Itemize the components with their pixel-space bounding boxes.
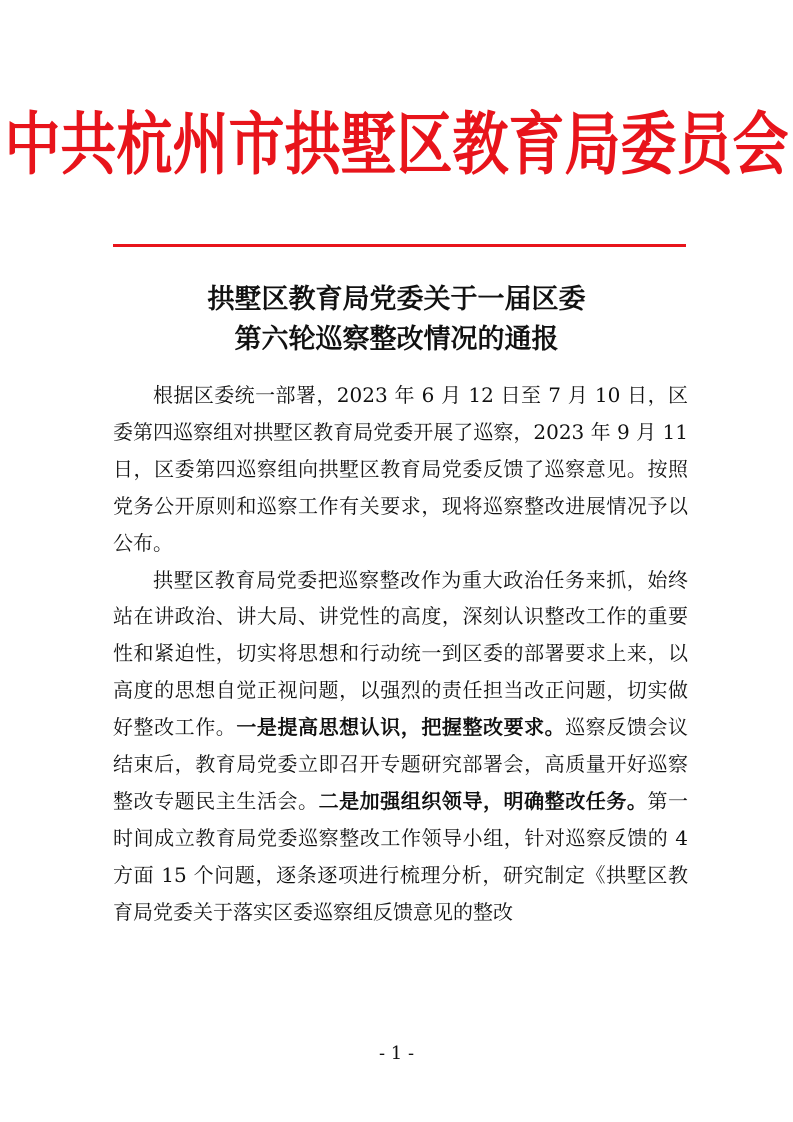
document-title: [0, 280, 793, 360]
document-title-line-2: 第六轮巡察整改情况的通报: [234, 324, 559, 355]
paragraph-2-intro: 拱墅区教育局党委把巡察整改作为重大政治任务来抓，始终站在讲政治、讲大局、讲党性的高度，深刻认识整改工作的重要性和紧迫性，切实将思想和行动统一到区委的部署要求上来，以高度的思想自觉正视问题，以强烈的责任担当改正问题，切实做好整改工作。: [113, 567, 688, 740]
point-2-text: 第一时间成立教育局党委巡察整改工作领导小组，针对巡察反馈的 4 方面 15 个问题，逐条逐项进行梳理分析，研究制定《拱墅区教育局党委关于落实区委巡察组反馈意见的整改: [113, 788, 689, 924]
letterhead-title: 中共杭州市拱墅区教育局委员会: [4, 105, 789, 186]
paragraph-1: 根据区委统一部署，2023 年 6 月 12 日至 7 月 10 日，区委第四巡察组对拱墅区教育局党委开展了巡察，2023 年 9 月 11 日，区委第四巡察组向拱墅区教育局党委反馈了巡察意见。按照党务公开原则和巡察工作有关要求，现将巡察整改进展情况予以公布。: [113, 383, 688, 555]
letterhead-divider: [113, 244, 686, 247]
point-1-text: 巡察反馈会议结束后，教育局党委立即召开专题研究部署会，高质量开好巡察整改专题民主生活会。: [113, 715, 689, 813]
page-number: - 1 -: [378, 1043, 415, 1064]
point-2-heading: 二是加强组织领导，明确整改任务。: [318, 788, 648, 813]
document-body: [113, 377, 688, 931]
point-1-heading: 一是提高思想认识，把握整改要求。: [236, 715, 566, 740]
paragraph-2: [113, 562, 688, 931]
document-title-line-1: 拱墅区教育局党委关于一届区委: [207, 284, 586, 315]
